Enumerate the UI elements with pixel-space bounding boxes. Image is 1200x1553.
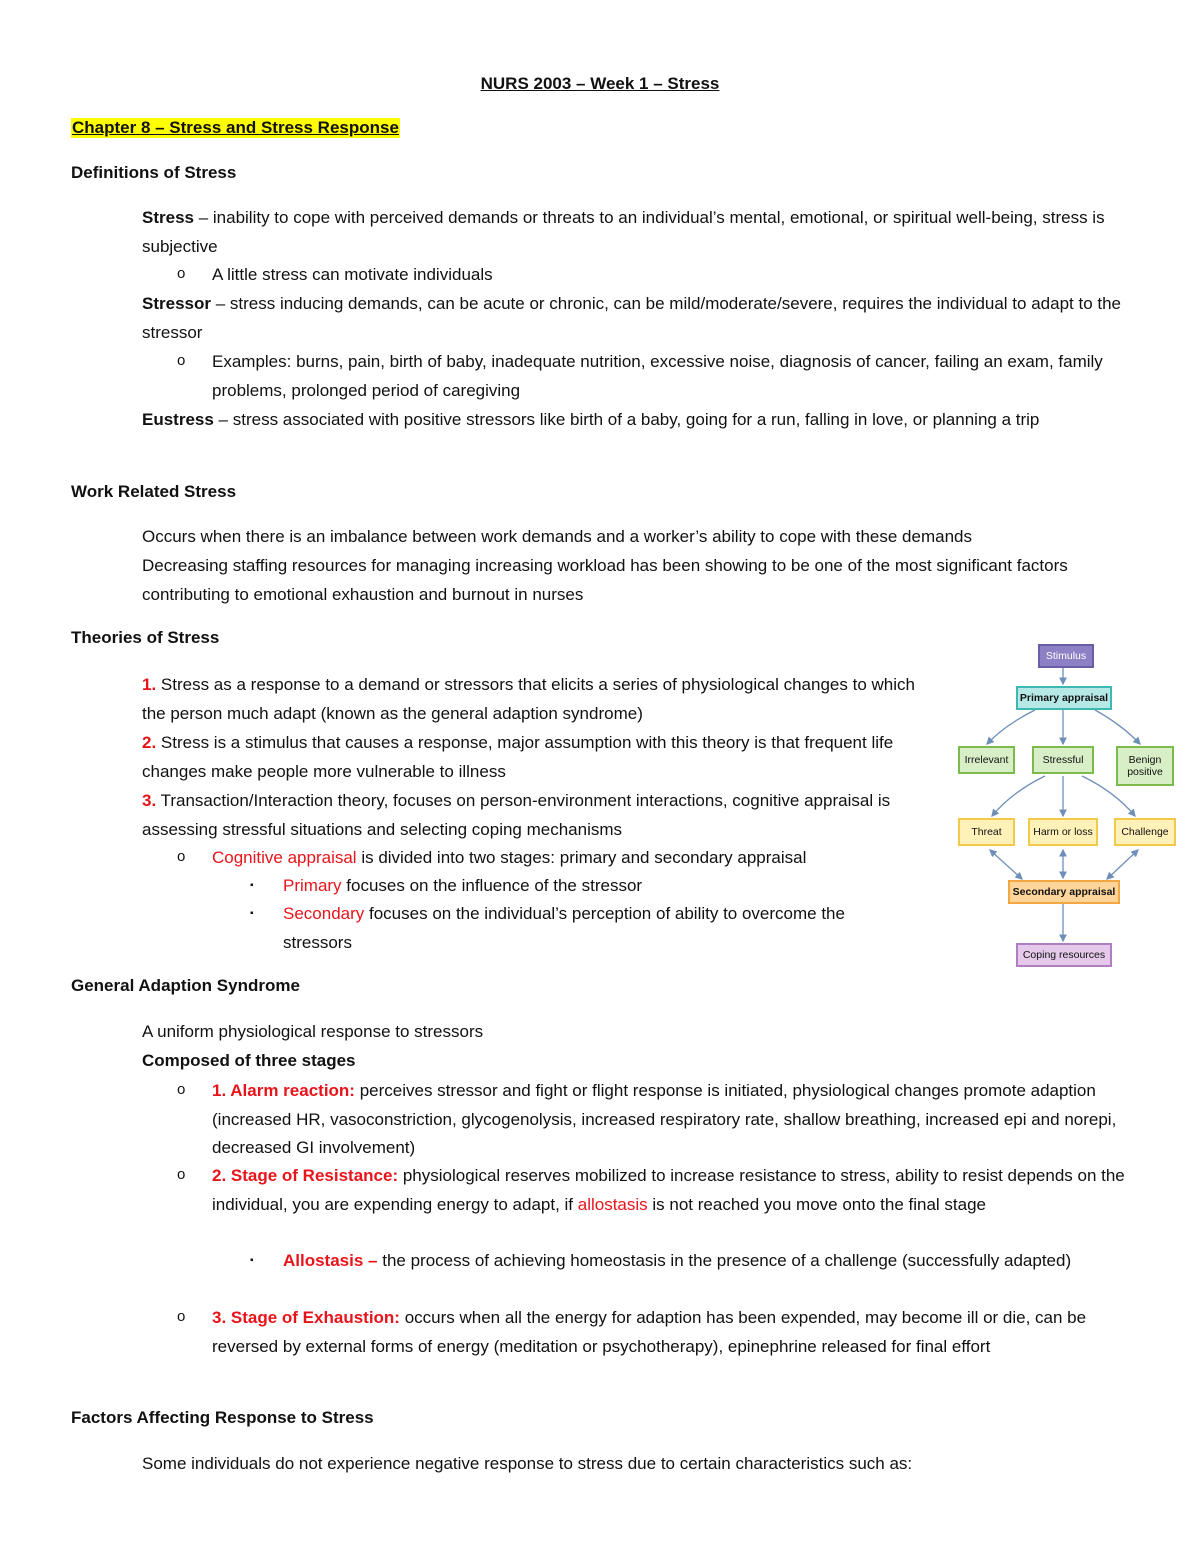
square-bullet-icon: ▪ <box>250 908 254 919</box>
theory-1 <box>142 671 922 728</box>
secondary-text: focuses on the individual’s perception of ability to overcome the stressors <box>283 904 845 952</box>
stage-resistance-text-a: physiological reserves mobilized to increase resistance to stress, ability to resist depends on the individual, you are expending energy to adapt, if <box>212 1166 1125 1214</box>
cognitive-appraisal-term: Cognitive appraisal <box>212 848 357 867</box>
node-harm-or-loss: Harm or loss <box>1028 818 1098 846</box>
node-stimulus: Stimulus <box>1038 644 1094 668</box>
primary-text: focuses on the influence of the stressor <box>341 876 643 895</box>
gas-line2: Composed of three stages <box>142 1051 356 1070</box>
node-secondary-appraisal: Secondary appraisal <box>1008 880 1120 904</box>
stressor-definition <box>142 290 1132 347</box>
circle-bullet-icon: o <box>177 1308 186 1325</box>
theory-1-number: 1. <box>142 675 157 694</box>
circle-bullet-icon: o <box>177 352 186 369</box>
circle-bullet-icon: o <box>177 1166 186 1183</box>
allostasis-inline: allostasis <box>577 1194 648 1214</box>
secondary-appraisal-point <box>283 900 913 957</box>
node-challenge: Challenge <box>1114 818 1176 846</box>
square-bullet-icon: ▪ <box>250 880 254 891</box>
stressor-examples: Examples: burns, pain, birth of baby, inadequate nutrition, excessive noise, diagnosis of cancer, failing an exam, family problems, prolonged period of caregiving <box>212 352 1103 400</box>
gas-line1: A uniform physiological response to stressors <box>142 1022 484 1041</box>
chapter-heading: Chapter 8 – Stress and Stress Response <box>72 118 399 137</box>
eustress-text: – stress associated with positive stressors like birth of a baby, going for a run, falling in love, or planning a trip <box>213 410 1040 429</box>
theory-2 <box>142 729 922 786</box>
stage-alarm <box>212 1077 1132 1163</box>
allostasis-definition <box>283 1247 1133 1276</box>
node-stressful: Stressful <box>1032 746 1094 774</box>
work-stress-line1: Occurs when there is an imbalance between work demands and a worker’s ability to cope with these demands <box>142 527 972 546</box>
cognitive-appraisal-text: is divided into two stages: primary and secondary appraisal <box>356 848 807 867</box>
theory-3-text: Transaction/Interaction theory, focuses on person-environment interactions, cognitive appraisal is assessing stressful situations and selecting coping mechanisms <box>142 791 891 839</box>
stress-text: – inability to cope with perceived demands or threats to an individual’s mental, emotional, or spiritual well-being, stress is subjective <box>142 208 1105 256</box>
gas-heading: General Adaption Syndrome <box>71 976 300 995</box>
stage-resistance-term: 2. Stage of Resistance: <box>212 1166 399 1185</box>
stage-alarm-text: perceives stressor and fight or flight response is initiated, physiological changes promote adaption (increased HR, vasoconstriction, glycogenolysis, increased respiratory rate, shallow breathing, increased epi and norepi, decreased GI involvement) <box>212 1081 1117 1157</box>
cognitive-appraisal-diagram <box>950 640 1180 970</box>
theory-2-text: Stress is a stimulus that causes a response, major assumption with this theory is that frequent life changes make people more vulnerable to illness <box>142 733 894 781</box>
primary-appraisal-point <box>283 872 913 901</box>
square-bullet-icon: ▪ <box>250 1255 254 1266</box>
document-title: NURS 2003 – Week 1 – Stress <box>480 74 720 93</box>
stress-term: Stress <box>142 208 194 227</box>
stage-exhaustion-text: occurs when all the energy for adaption has been expended, may become ill or die, can be reversed by external forms of energy (meditation or psychotherapy), epinephrine released for final effort <box>212 1308 1087 1356</box>
stage-exhaustion-term: 3. Stage of Exhaustion: <box>212 1308 400 1327</box>
work-stress-line2: Decreasing staffing resources for managing increasing workload has been showing to be one of the most significant factors contributing to emotional exhaustion and burnout in nurses <box>142 556 1068 604</box>
stage-resistance-text-b: is not reached you move onto the final stage <box>647 1194 986 1214</box>
theory-1-text: Stress as a response to a demand or stressors that elicits a series of physiological changes to which the person much adapt (known as the general adaption syndrome) <box>142 675 915 723</box>
theory-3-number: 3. <box>142 791 157 810</box>
node-irrelevant: Irrelevant <box>958 746 1015 774</box>
node-threat: Threat <box>958 818 1015 846</box>
node-benign-positive: Benign positive <box>1116 746 1174 786</box>
theories-heading: Theories of Stress <box>71 628 220 647</box>
stressor-text: – stress inducing demands, can be acute or chronic, can be mild/moderate/severe, requires the individual to adapt to the stressor <box>142 294 1122 342</box>
stressor-term: Stressor <box>142 294 211 313</box>
stage-resistance <box>212 1162 1132 1219</box>
secondary-term: Secondary <box>283 904 365 923</box>
primary-term: Primary <box>283 876 342 895</box>
allostasis-term: Allostasis – <box>283 1251 378 1270</box>
stress-subpoint: A little stress can motivate individuals <box>212 265 493 284</box>
eustress-definition <box>142 406 1132 435</box>
theory-3 <box>142 787 922 844</box>
cognitive-appraisal <box>212 844 912 873</box>
stage-exhaustion <box>212 1304 1132 1361</box>
theory-2-number: 2. <box>142 733 157 752</box>
definitions-heading: Definitions of Stress <box>71 163 237 182</box>
node-primary-appraisal: Primary appraisal <box>1016 686 1112 710</box>
stage-alarm-term: 1. Alarm reaction: <box>212 1081 355 1100</box>
circle-bullet-icon: o <box>177 265 186 282</box>
stress-definition <box>142 204 1132 261</box>
allostasis-text: the process of achieving homeostasis in the presence of a challenge (successfully adapted) <box>377 1251 1072 1270</box>
circle-bullet-icon: o <box>177 1081 186 1098</box>
eustress-term: Eustress <box>142 410 214 429</box>
work-stress-heading: Work Related Stress <box>71 482 237 501</box>
factors-heading: Factors Affecting Response to Stress <box>71 1408 374 1427</box>
node-coping-resources: Coping resources <box>1016 943 1112 967</box>
factors-line1: Some individuals do not experience negative response to stress due to certain characteristics such as: <box>142 1454 913 1473</box>
circle-bullet-icon: o <box>177 848 186 865</box>
